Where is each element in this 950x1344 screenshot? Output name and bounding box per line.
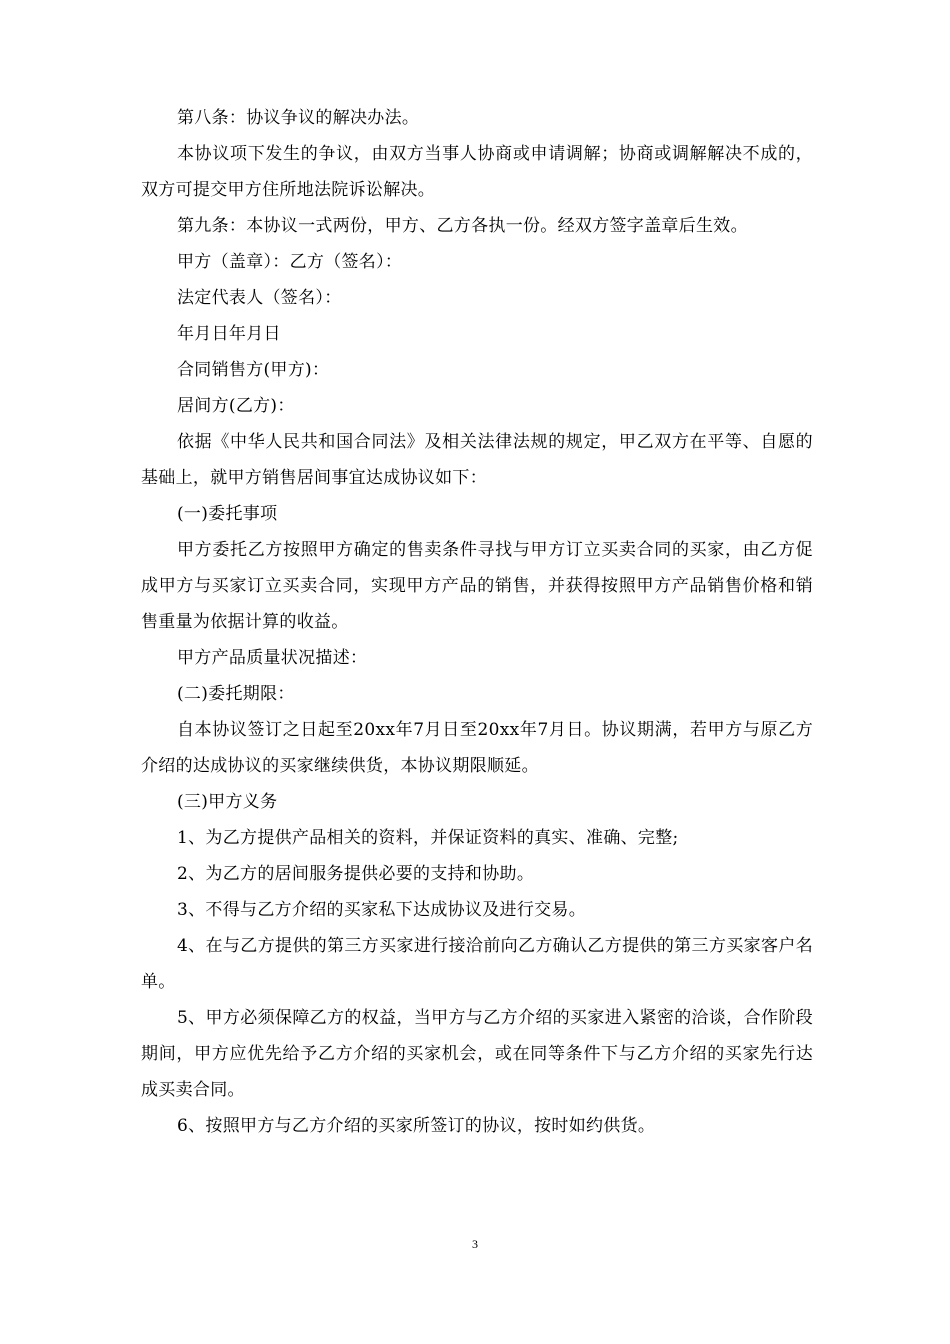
section-1-heading: (一)委托事项 xyxy=(177,504,278,524)
article-8-heading: 第八条：协议争议的解决办法。 xyxy=(177,108,420,128)
date-line: 年月日年月日 xyxy=(177,324,281,344)
obligation-4: 4、在与乙方提供的第三方买家进行接洽前向乙方确认乙方提供的第三方买家客户名单。 xyxy=(141,936,813,992)
signature-party-line: 甲方（盖章）：乙方（签名）： xyxy=(177,252,403,272)
intermediary-party-line: 居间方(乙方)： xyxy=(177,396,295,416)
legal-representative-line: 法定代表人（签名）： xyxy=(177,288,342,308)
obligation-5: 5、甲方必须保障乙方的权益，当甲方与乙方介绍的买家进入紧密的洽谈，合作阶段期间，甲方应优先给予乙方介绍的买家机会，或在同等条件下与乙方介绍的买家先行达成买卖合同。 xyxy=(141,1008,813,1100)
preamble-paragraph: 依据《中华人民共和国合同法》及相关法律法规的规定，甲乙双方在平等、自愿的基础上，就甲方销售居间事宜达成协议如下： xyxy=(141,432,813,488)
obligation-3: 3、不得与乙方介绍的买家私下达成协议及进行交易。 xyxy=(177,900,587,920)
obligation-6: 6、按照甲方与乙方介绍的买家所签订的协议，按时如约供货。 xyxy=(177,1116,656,1136)
section-3-heading: (三)甲方义务 xyxy=(177,792,278,812)
obligation-2: 2、为乙方的居间服务提供必要的支持和协助。 xyxy=(177,864,535,884)
obligation-1: 1、为乙方提供产品相关的资料，并保证资料的真实、准确、完整; xyxy=(177,828,679,848)
page-number: 3 xyxy=(472,1237,478,1251)
product-quality-line: 甲方产品质量状况描述： xyxy=(177,648,368,668)
document-body xyxy=(141,100,813,1144)
dispute-resolution-paragraph: 本协议项下发生的争议，由双方当事人协商或申请调解；协商或调解解决不成的，双方可提交甲方住所地法院诉讼解决。 xyxy=(141,144,813,200)
commission-term-paragraph: 自本协议签订之日起至20xx年7月日至20xx年7月日。协议期满，若甲方与原乙方介绍的达成协议的买家继续供货，本协议期限顺延。 xyxy=(141,720,813,776)
commission-matters-paragraph: 甲方委托乙方按照甲方确定的售卖条件寻找与甲方订立买卖合同的买家，由乙方促成甲方与买家订立买卖合同，实现甲方产品的销售，并获得按照甲方产品销售价格和销售重量为依据计算的收益。 xyxy=(141,540,813,632)
section-2-heading: (二)委托期限： xyxy=(177,684,295,704)
article-9-paragraph: 第九条：本协议一式两份，甲方、乙方各执一份。经双方签字盖章后生效。 xyxy=(177,216,748,236)
seller-party-line: 合同销售方(甲方)： xyxy=(177,360,330,380)
